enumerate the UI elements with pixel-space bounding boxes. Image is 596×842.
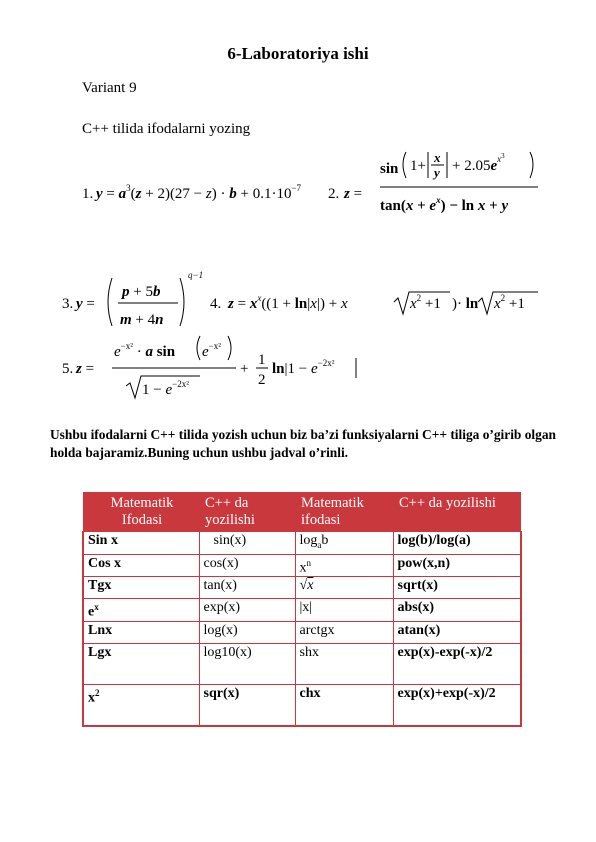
- table-cell: Lnx: [83, 622, 199, 644]
- svg-text:+: +: [240, 361, 249, 377]
- svg-text:2: 2: [258, 372, 266, 388]
- table-row: [83, 554, 521, 577]
- table-cell: Lgx: [83, 644, 199, 685]
- svg-text:1: 1: [258, 352, 266, 368]
- svg-text:e−x² · a sin: $e^{-x^2} \cdot a$ sin: [114, 341, 176, 360]
- table-row: [83, 644, 521, 685]
- page-title: 6-Laboratoriya ishi: [227, 44, 369, 63]
- task-text: C++ tilida ifodalarni yozing: [82, 121, 251, 137]
- table-cell: cos(x): [199, 554, 295, 577]
- table-cell: $e^x$: [83, 599, 199, 622]
- table-header-row: [83, 492, 521, 532]
- table-cell: abs(x): [393, 599, 521, 622]
- svg-text:1 − e−2x²: $1 - e^{-2x^2}$: [142, 379, 189, 398]
- svg-text:y: y: [434, 165, 440, 180]
- table-cell: log(x): [199, 622, 295, 644]
- formula-4-number: 4.: [210, 296, 222, 312]
- svg-text:p + 5b: p + 5b: [122, 284, 161, 300]
- table-cell: Cos x: [83, 554, 199, 577]
- formula-3-4: [60, 252, 550, 332]
- formula-2-number: 2.: [328, 186, 340, 202]
- header-math-expression-2: Matematik ifodasi: [295, 492, 393, 532]
- table-cell: exp(x)+exp(-x)/2: [393, 685, 521, 727]
- table-cell: log10(x): [199, 644, 295, 685]
- formula-5: [60, 328, 370, 408]
- table-cell: $x^n$: [295, 554, 393, 577]
- table-cell: tan(x): [199, 577, 295, 599]
- svg-text:m + 4n: m + 4n: [120, 312, 164, 328]
- table-row: [83, 622, 521, 644]
- svg-text:+ 2.05ex3: + $2.05e^{x3}$: [452, 152, 505, 174]
- header-math-expression: Matematik Ifodasi: [83, 492, 199, 532]
- table-cell: $x^2$: [83, 685, 199, 727]
- svg-text:y = a3(z + 2)(27 − z) · b + 0.: $y = a^3(z + 2)(27 - z) \cdot b + 0.1\cdot 10^{-7}$: [96, 183, 302, 202]
- table-row: [83, 685, 521, 727]
- svg-text:ln|1 − e−2x²: $\ln|1 - e^{-2x^2}$: [272, 358, 335, 377]
- table-cell: log(b)/log(a): [393, 532, 521, 555]
- table-cell: exp(x): [199, 599, 295, 622]
- svg-text:z =: z =: [76, 361, 95, 377]
- function-table: [82, 492, 522, 727]
- table-cell: Tgx: [83, 577, 199, 599]
- table-cell: sin(x): [199, 532, 295, 555]
- table-row: [83, 532, 521, 555]
- table-cell: Sin x: [83, 532, 199, 555]
- table-cell: arctgx: [295, 622, 393, 644]
- table-row: [83, 577, 521, 599]
- table-cell: exp(x)-exp(-x)/2: [393, 644, 521, 685]
- table-cell: shx: [295, 644, 393, 685]
- formula-3-number: 3.: [62, 296, 74, 312]
- table-cell: $\log_ab$: [295, 532, 393, 555]
- svg-text:y =: y =: [76, 296, 95, 312]
- variant-label: Variant 9: [82, 80, 137, 96]
- svg-text:x: x: [434, 150, 441, 165]
- svg-text:tan(x + ex) − ln x + y: $\tan(x + e^x) - \ln x + y$: [380, 195, 509, 214]
- table-cell: |x|: [295, 599, 393, 622]
- formula-5-number: 5.: [62, 361, 74, 377]
- svg-text:x2 +1: $x^2 +1$: [410, 293, 441, 312]
- table-cell: sqrt(x): [393, 577, 521, 599]
- svg-text:z =: z =: [344, 186, 363, 202]
- header-cpp-syntax: C++ da yozilishi: [199, 492, 295, 532]
- svg-text:x2 +1: $x^2 +1$: [494, 293, 525, 312]
- svg-text:sin: sin: [380, 161, 399, 177]
- formula-1-number: 1.: [82, 186, 94, 202]
- explanation-paragraph: Ushbu ifodalarni C++ tilida yozish uchun biz ba’zi funksiyalarni C++ tiliga o’girib olgan holda bajaramiz.Buning uchun ushbu jadval o’rinli.: [50, 427, 556, 460]
- svg-text:)· ln: )· ln: [452, 296, 479, 312]
- header-cpp-syntax-2: C++ da yozilishi: [393, 492, 521, 532]
- table-cell: pow(x,n): [393, 554, 521, 577]
- svg-text:q−1: q−1: [188, 270, 204, 280]
- formula-1-2: [78, 140, 558, 225]
- table-cell: √x: [295, 577, 393, 599]
- svg-text:z = xx((1 + ln|x|) + x: $z = x^x((1 + \ln|x|) + x$: [228, 293, 348, 312]
- table-row: [83, 599, 521, 622]
- svg-text:e−x²: $e^{-x^2}$: [202, 341, 221, 360]
- sqrt-icon: √: [299, 578, 308, 594]
- table-cell: sqr(x): [199, 685, 295, 727]
- table-cell: chx: [295, 685, 393, 727]
- svg-text:1+: 1+: [410, 158, 426, 174]
- table-cell: atan(x): [393, 622, 521, 644]
